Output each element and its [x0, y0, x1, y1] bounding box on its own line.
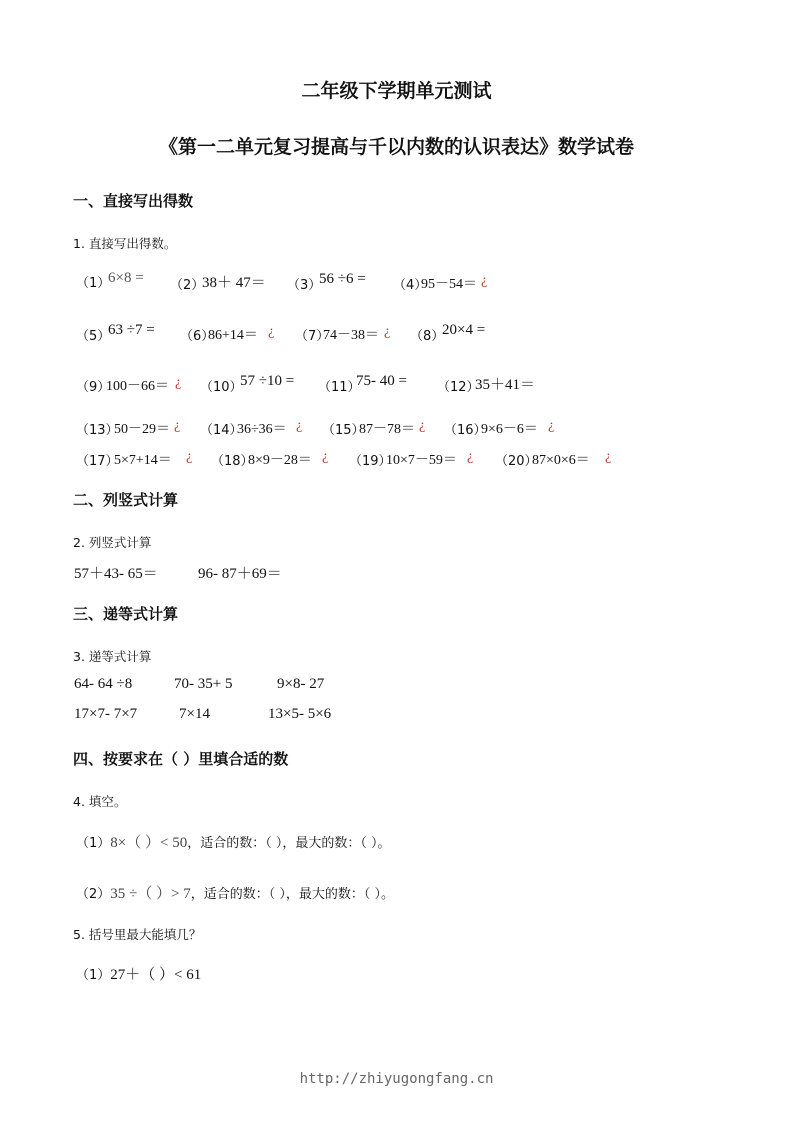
q3-expression: 9×8- 27	[277, 676, 325, 692]
q4-item-expr: 35 ÷（ ）> 7	[110, 886, 191, 902]
q4-item-text: ，适合的数：（ ），最大的数：（ ）。	[190, 887, 394, 902]
q1-item-num: （12）	[437, 380, 480, 395]
q1-item-num: （11）	[318, 380, 361, 395]
q4-line-2	[76, 882, 394, 903]
q1-item-expr: 100－66＝	[106, 379, 169, 394]
q1-item-expr: 50－29＝	[114, 422, 170, 437]
q3-expression: 7×14	[179, 706, 210, 722]
q1-item-mark: ¿	[174, 418, 181, 433]
q1-item-mark: ¿	[186, 449, 193, 464]
q1-item-num: （7）	[295, 329, 330, 344]
q2-expression: 96- 87＋69＝	[198, 566, 282, 582]
q1-item-expr: 87×0×6＝	[532, 453, 590, 468]
q1-item-mark: ¿	[419, 418, 426, 433]
q4-item-num: （2）	[76, 887, 111, 902]
q1-item-expr: 74－38＝	[323, 328, 379, 343]
q1-item-expr: 6×8 =	[108, 270, 144, 286]
q1-item-mark: ¿	[467, 449, 474, 464]
q2-expression: 57＋43- 65＝	[74, 566, 158, 582]
q1-item-num: （6）	[180, 329, 215, 344]
question-2-label: 2. 列竖式计算	[73, 535, 152, 550]
q1-item-num: （18）	[211, 454, 254, 469]
q1-item-num: （14）	[200, 423, 243, 438]
q1-item-num: （10）	[200, 380, 243, 395]
q3-expression: 13×5- 5×6	[268, 706, 332, 722]
q1-item-expr: 36÷36＝	[237, 422, 287, 437]
q1-item-mark: ¿	[296, 418, 303, 433]
section-2-title: 二、列竖式计算	[73, 491, 179, 509]
q5-item-num: （1）	[76, 968, 111, 983]
q1-item-mark: ¿	[605, 449, 612, 464]
q1-item-num: （17）	[76, 454, 119, 469]
q1-item-mark: ¿	[548, 418, 555, 433]
q1-item-expr: 9×6－6＝	[481, 422, 538, 437]
section-4-title: 四、按要求在（ ）里填合适的数	[73, 750, 289, 768]
q1-item-num: （13）	[76, 423, 119, 438]
q3-expression: 17×7- 7×7	[74, 706, 138, 722]
q1-item-expr: 20×4 =	[442, 322, 486, 338]
q1-item-num: （20）	[495, 454, 538, 469]
q1-item-expr: 35＋41＝	[475, 377, 536, 393]
q1-item-num: （3）	[287, 278, 322, 293]
q1-item-expr: 56 ÷6 =	[319, 271, 366, 287]
q1-item-num: （15）	[322, 423, 365, 438]
q1-item-num: （5）	[76, 329, 111, 344]
q4-line-1	[76, 831, 390, 852]
q1-item-mark: ¿	[175, 375, 182, 390]
q1-item-expr: 57 ÷10 =	[240, 373, 295, 389]
q1-item-num: （16）	[444, 423, 487, 438]
question-3-label: 3. 递等式计算	[73, 649, 152, 664]
q4-item-num: （1）	[76, 836, 111, 851]
q1-item-num: （2）	[170, 278, 205, 293]
q4-item-expr: 8×（ ）< 50	[110, 835, 188, 851]
section-1-title: 一、直接写出得数	[73, 192, 194, 210]
q3-expression: 70- 35+ 5	[174, 676, 233, 692]
section-3-title: 三、递等式计算	[73, 605, 179, 623]
q1-item-mark: ¿	[384, 324, 391, 339]
footer-url[interactable]: http://zhiyugongfang.cn	[299, 1071, 494, 1087]
q5-item-expr: 27＋（ ）< 61	[110, 967, 202, 983]
q1-item-num: （1）	[76, 276, 111, 291]
q1-item-num: （4）	[393, 278, 428, 293]
page-subtitle: 《第一二单元复习提高与千以内数的认识表达》数学试卷	[158, 136, 634, 158]
q1-item-expr: 8×9－28＝	[248, 453, 312, 468]
q1-item-num: （8）	[410, 329, 445, 344]
q1-item-mark: ¿	[322, 449, 329, 464]
question-1-label: 1. 直接写出得数。	[73, 236, 177, 251]
q5-line-1	[76, 963, 201, 984]
question-4-label: 4. 填空。	[73, 794, 127, 809]
q1-item-expr: 87－78＝	[359, 422, 415, 437]
q1-item-num: （9）	[76, 380, 111, 395]
q1-item-expr: 75- 40 =	[356, 373, 407, 389]
q4-item-text: ，适合的数：（ ），最大的数：（ ）。	[187, 836, 391, 851]
q1-item-expr: 38＋ 47＝	[202, 275, 266, 291]
q1-item-expr: 86+14＝	[208, 328, 258, 343]
q1-item-mark: ¿	[268, 324, 275, 339]
question-5-label: 5. 括号里最大能填几？	[73, 927, 202, 942]
q1-item-expr: 5×7+14＝	[114, 453, 172, 468]
q1-item-expr: 95－54＝	[421, 277, 477, 292]
q1-item-expr: 63 ÷7 =	[108, 322, 155, 338]
q1-item-expr: 10×7－59＝	[386, 453, 457, 468]
q1-item-num: （19）	[349, 454, 392, 469]
q3-expression: 64- 64 ÷8	[74, 676, 133, 692]
page-title: 二年级下学期单元测试	[301, 80, 492, 102]
q1-item-mark: ¿	[481, 273, 488, 288]
